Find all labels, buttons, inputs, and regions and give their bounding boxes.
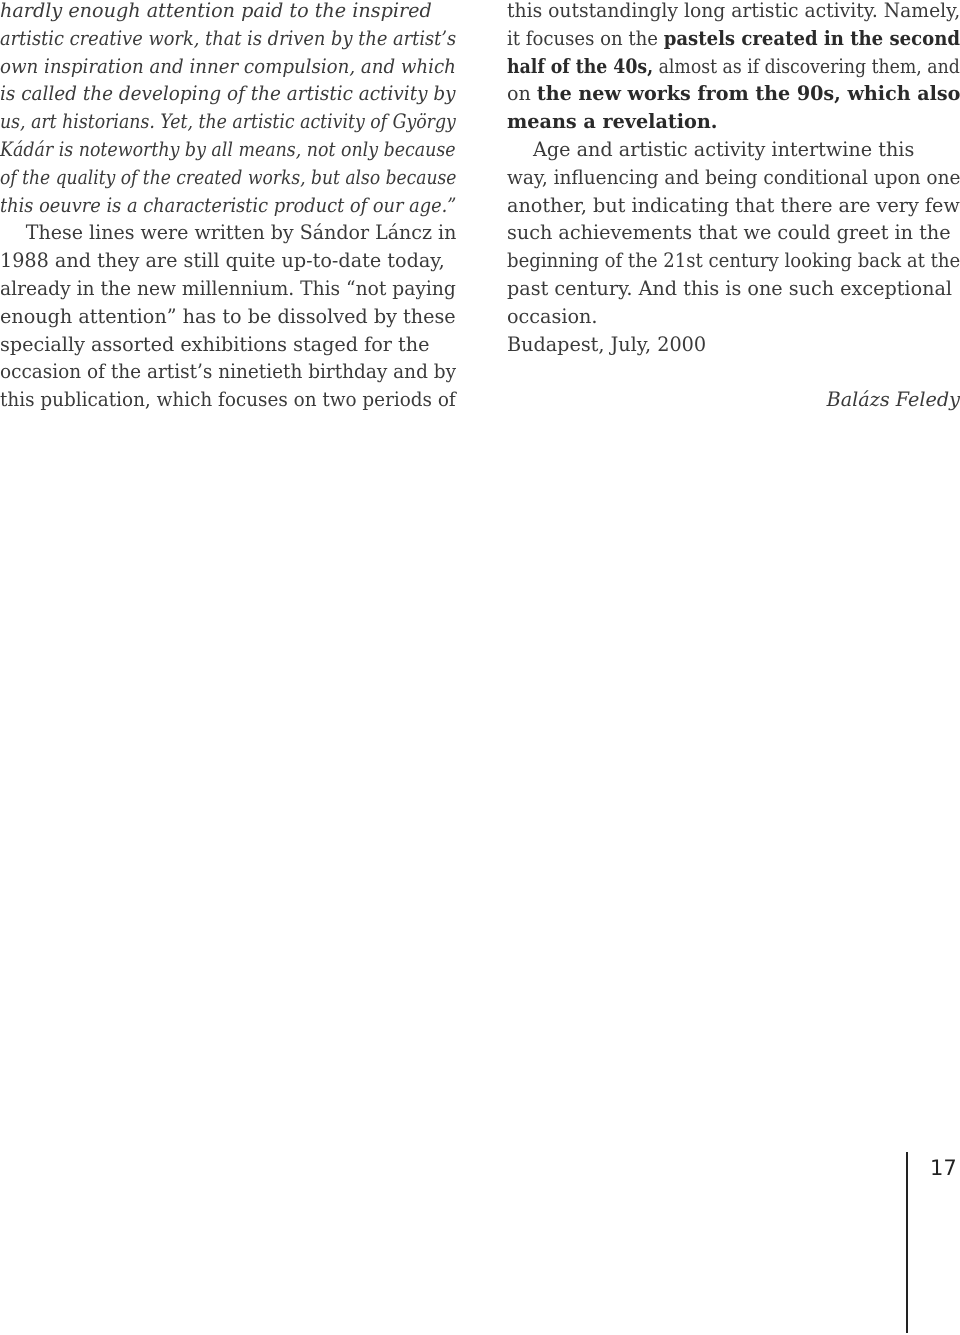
body-line: already in the new millennium. This “not paying [0,276,456,300]
body-line: occasion of the artist’s ninetieth birthday and by [0,360,457,384]
body-line [507,80,958,108]
quote-line: hardly enough attention paid to the inspired [0,0,432,22]
emphasis-text: pastels created in the second [663,26,960,50]
body-line: beginning of the 21st century looking back at the [507,249,960,273]
emphasis-text: the new works from the 90s, which also [536,82,960,106]
body-text: almost as if discovering them, and [653,54,960,78]
body-line: Age and artistic activity intertwine this [533,137,915,161]
body-line: These lines were written by Sándor Láncz in [25,221,457,245]
quote-line: own inspiration and inner compulsion, and which [0,54,456,78]
quote-line: Kádár is noteworthy by all means, not only because [0,137,456,161]
quote-line: is called the developing of the artistic activity by [0,82,456,106]
right-column [507,0,960,414]
author-signature: Balázs Feledy [826,388,960,412]
body-line [507,25,960,53]
quote-line: artistic creative work, that is driven by the artist’s [0,26,457,50]
emphasis-text: half of the 40s, [507,54,654,78]
body-line: past century. And this is one such exceptional [507,276,953,300]
body-line: enough attention” has to be dissolved by these [0,304,456,328]
body-line: this publication, which focuses on two periods of [0,388,456,412]
body-line: such achievements that we could greet in the [507,221,951,245]
body-text: on [507,82,537,106]
emphasis-line: means a revelation. [507,110,718,134]
quote-line: this oeuvre is a characteristic product of our age.” [0,193,457,217]
quote-line: us, art historians. Yet, the artistic activity of György [0,110,456,134]
quote-line: of the quality of the created works, but also because [0,165,457,189]
page-number: 17 [930,1156,957,1180]
page-number-rule [906,1152,908,1333]
body-line: occasion. [507,304,598,328]
body-line: another, but indicating that there are very few [507,193,960,217]
body-line: way, influencing and being conditional upon one [507,165,960,189]
body-line: 1988 and they are still quite up-to-date today, [0,249,445,273]
body-line [507,53,960,81]
left-column [0,0,456,414]
body-line: this outstandingly long artistic activity. Namely, [507,0,960,22]
body-text: it focuses on the [507,26,664,50]
place-date: Budapest, July, 2000 [507,332,707,356]
body-line: specially assorted exhibitions staged for the [0,332,430,356]
